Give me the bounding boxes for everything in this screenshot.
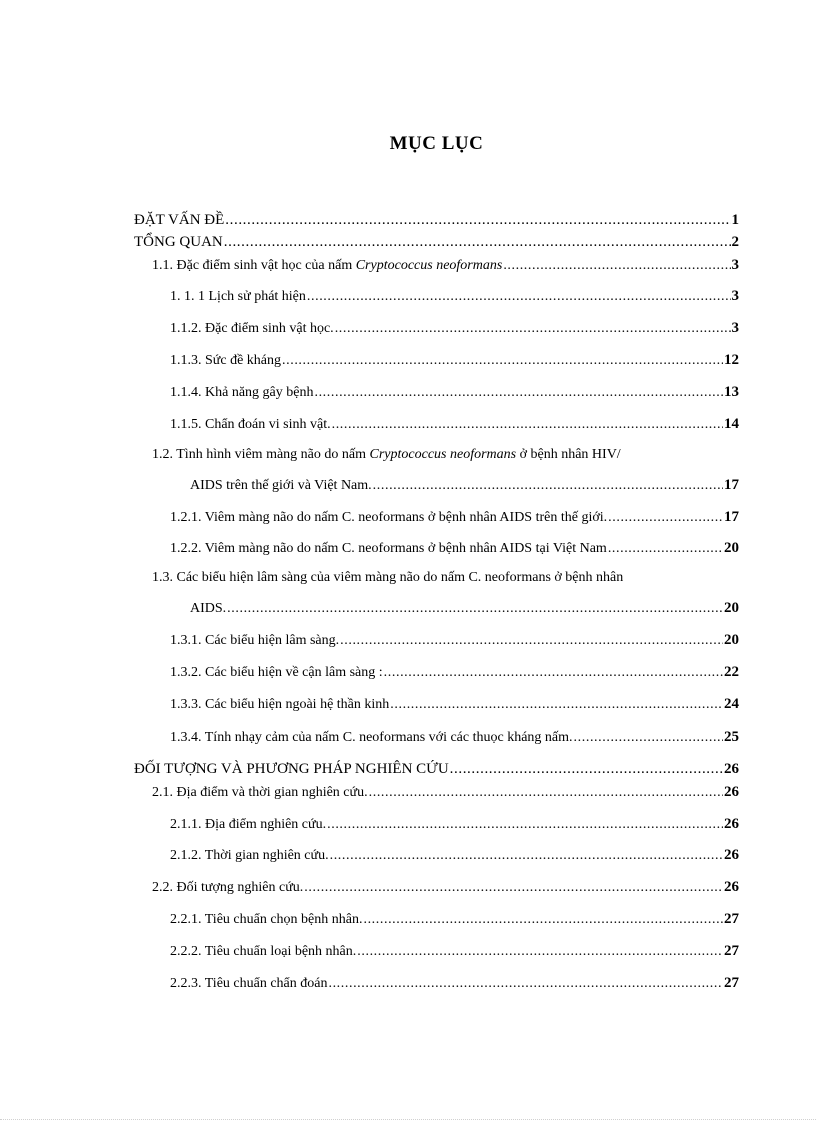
dot-leader [363, 911, 723, 929]
dot-leader [340, 632, 723, 650]
toc-page-number: 26 [724, 816, 739, 832]
toc-entry[interactable] [190, 476, 739, 495]
dot-leader [327, 816, 723, 834]
toc-page-number: 14 [724, 416, 739, 432]
toc-entry-text [152, 879, 303, 897]
dot-leader [335, 320, 731, 338]
toc-entry[interactable] [170, 942, 739, 961]
toc-page-number: 2 [731, 234, 739, 250]
dot-leader [608, 540, 723, 558]
toc-entry[interactable] [152, 783, 739, 802]
toc-entry-italic-term: Cryptococcus neoformans [369, 447, 517, 462]
toc-entry-title: ĐỐI TƯỢNG VÀ PHƯƠNG PHÁP NGHIÊN CỨU [134, 761, 449, 777]
toc-entry-title: 1.1.3. Sức đề kháng [170, 353, 282, 368]
toc-entry-text [170, 509, 607, 527]
toc-page-number: 3 [731, 320, 739, 336]
toc-entry-title: 1.3.1. Các biểu hiện lâm sàng. [170, 633, 340, 648]
toc-entry[interactable] [170, 508, 739, 527]
toc-entry[interactable] [170, 910, 739, 929]
dot-leader [224, 233, 731, 251]
dot-leader [307, 288, 731, 306]
dot-leader [328, 975, 723, 993]
toc-page-number: 27 [724, 975, 739, 991]
dot-leader [369, 784, 723, 802]
page-title: MỤC LỤC [389, 133, 484, 154]
toc-entry[interactable] [170, 287, 739, 306]
toc-entry-text [134, 211, 224, 229]
toc-entry-text [152, 446, 621, 464]
toc-entry-title: AIDS trên thế giới và Việt Nam. [190, 478, 372, 493]
toc-page-number: 26 [724, 784, 739, 800]
toc-entry-title: 1.1. Đặc điểm sinh vật học của nấm [152, 258, 356, 273]
toc-entry-text [170, 847, 329, 865]
toc-page-number: 17 [724, 477, 739, 493]
toc-entry[interactable] [152, 256, 739, 275]
dot-leader [574, 729, 723, 747]
toc-entry-text [170, 352, 281, 370]
toc-page-number: 26 [724, 761, 739, 777]
toc-entry-title: TỔNG QUAN [134, 234, 223, 250]
toc-entry[interactable] [152, 446, 739, 464]
toc-page-number: 20 [724, 632, 739, 648]
dot-leader [503, 257, 730, 275]
toc-entry-text [170, 664, 383, 682]
toc-page-number: 24 [724, 696, 739, 712]
toc-page-number: 3 [731, 257, 739, 273]
toc-page-number: 13 [724, 384, 739, 400]
toc-entry-text [170, 320, 334, 338]
toc-entry[interactable] [170, 631, 739, 650]
toc-entry[interactable] [152, 878, 739, 897]
toc-entry[interactable] [170, 319, 739, 338]
toc-entry[interactable] [170, 663, 739, 682]
page-bottom-rule [0, 1119, 816, 1120]
toc-entry-title: 2.2.3. Tiêu chuẩn chẩn đoán [170, 976, 328, 991]
toc-page-number: 12 [724, 352, 739, 368]
dot-leader [332, 416, 723, 434]
toc-entry[interactable] [170, 846, 739, 865]
toc-entry-text [170, 696, 389, 714]
toc-entry-italic-term: Cryptococcus neoformans [355, 258, 503, 273]
toc-page-number: 20 [724, 540, 739, 556]
toc-entry-text [190, 477, 372, 495]
toc-entry-text [170, 816, 326, 834]
toc-entry-text [134, 760, 449, 778]
toc-entry-title: 1. 1. 1 Lịch sử phát hiện [170, 289, 306, 304]
toc-entry[interactable] [152, 569, 739, 587]
toc-page-number: 3 [731, 288, 739, 304]
dot-leader [390, 696, 723, 714]
dot-leader [357, 943, 723, 961]
toc-entry-title: 1.3.4. Tính nhạy cảm của nấm C. neoformans với các thuọc kháng nấm. [170, 730, 573, 745]
toc-entry-text [152, 569, 623, 587]
toc-page-number: 27 [724, 943, 739, 959]
toc-entry-title: AIDS. [190, 601, 227, 616]
dot-leader [330, 847, 723, 865]
toc-entry-text [134, 233, 223, 251]
toc-entry[interactable] [134, 233, 739, 251]
toc-entry-text [170, 384, 313, 402]
toc-entry[interactable] [170, 695, 739, 714]
toc-entry[interactable] [170, 539, 739, 558]
toc-entry-title: 1.1.2. Đặc điểm sinh vật học. [170, 321, 334, 336]
toc-entry[interactable] [170, 415, 739, 434]
toc-entry[interactable] [170, 728, 739, 747]
toc-entry[interactable] [170, 383, 739, 402]
toc-entry-text [170, 632, 339, 650]
toc-entry-title: 1.3. Các biểu hiện lâm sàng của viêm màng não do nấm C. neoformans ở bệnh nhân [152, 570, 624, 585]
toc-entry-title: 1.2.1. Viêm màng não do nấm C. neoformans ở bệnh nhân AIDS trên thế giới. [170, 510, 608, 525]
toc-entry-text [190, 600, 226, 618]
dot-leader [384, 664, 723, 682]
toc-page-number: 17 [724, 509, 739, 525]
toc-entry-title: 2.1.1. Địa điểm nghiên cứu. [170, 817, 327, 832]
toc-entry-text [152, 257, 502, 275]
toc-entry-title: 1.1.4. Khả năng gây bệnh [170, 385, 314, 400]
toc-entry-title-suffix: ở bệnh nhân HIV/ [516, 447, 621, 462]
toc-entry-text [170, 911, 362, 929]
dot-leader [608, 509, 723, 527]
toc-entry[interactable] [170, 351, 739, 370]
toc-entry-title: 2.2. Đối tượng nghiên cứu. [152, 880, 304, 895]
toc-page-number: 26 [724, 879, 739, 895]
toc-entry-text [170, 288, 306, 306]
dot-leader [304, 879, 723, 897]
dot-leader [225, 211, 730, 229]
dot-leader [314, 384, 723, 402]
toc-entry-text [170, 416, 331, 434]
toc-entry[interactable] [170, 974, 739, 993]
toc-entry[interactable] [134, 211, 739, 229]
toc-page-number: 27 [724, 911, 739, 927]
toc-entry-title: 1.1.5. Chẩn đoán vi sinh vật. [170, 417, 331, 432]
toc-entry-text [170, 540, 607, 558]
toc-entry-title: 2.1.2. Thời gian nghiên cứu. [170, 848, 329, 863]
toc-entry-text [170, 729, 573, 747]
toc-page-number: 25 [724, 729, 739, 745]
toc-page-number: 26 [724, 847, 739, 863]
toc-page-number: 22 [724, 664, 739, 680]
toc-entry-title: 1.2. Tình hình viêm màng não do nấm [152, 447, 370, 462]
toc-entry-text [170, 943, 356, 961]
dot-leader [373, 477, 723, 495]
dot-leader [227, 600, 723, 618]
toc-entry-text [152, 784, 368, 802]
toc-page-number: 20 [724, 600, 739, 616]
toc-entry[interactable] [190, 599, 739, 618]
toc-entry-title: 1.3.3. Các biểu hiện ngoài hệ thần kinh [170, 697, 390, 712]
toc-entry[interactable] [170, 815, 739, 834]
toc-entry-title: 2.2.2. Tiêu chuẩn loại bệnh nhân. [170, 944, 357, 959]
toc-entry-title: 1.3.2. Các biểu hiện về cận lâm sàng : [170, 665, 383, 680]
toc-page-number: 1 [731, 212, 739, 228]
dot-leader [450, 760, 723, 778]
dot-leader [282, 352, 723, 370]
toc-entry[interactable] [134, 760, 739, 778]
toc-entry-title: 2.2.1. Tiêu chuẩn chọn bệnh nhân. [170, 912, 363, 927]
toc-entry-title: 1.2.2. Viêm màng não do nấm C. neoformans ở bệnh nhân AIDS tại Việt Nam [170, 541, 607, 556]
toc-entry-text [170, 975, 327, 993]
toc-entry-title: 2.1. Địa điểm và thời gian nghiên cứu. [152, 785, 368, 800]
toc-entry-title: ĐẶT VẤN ĐỀ [134, 212, 225, 228]
